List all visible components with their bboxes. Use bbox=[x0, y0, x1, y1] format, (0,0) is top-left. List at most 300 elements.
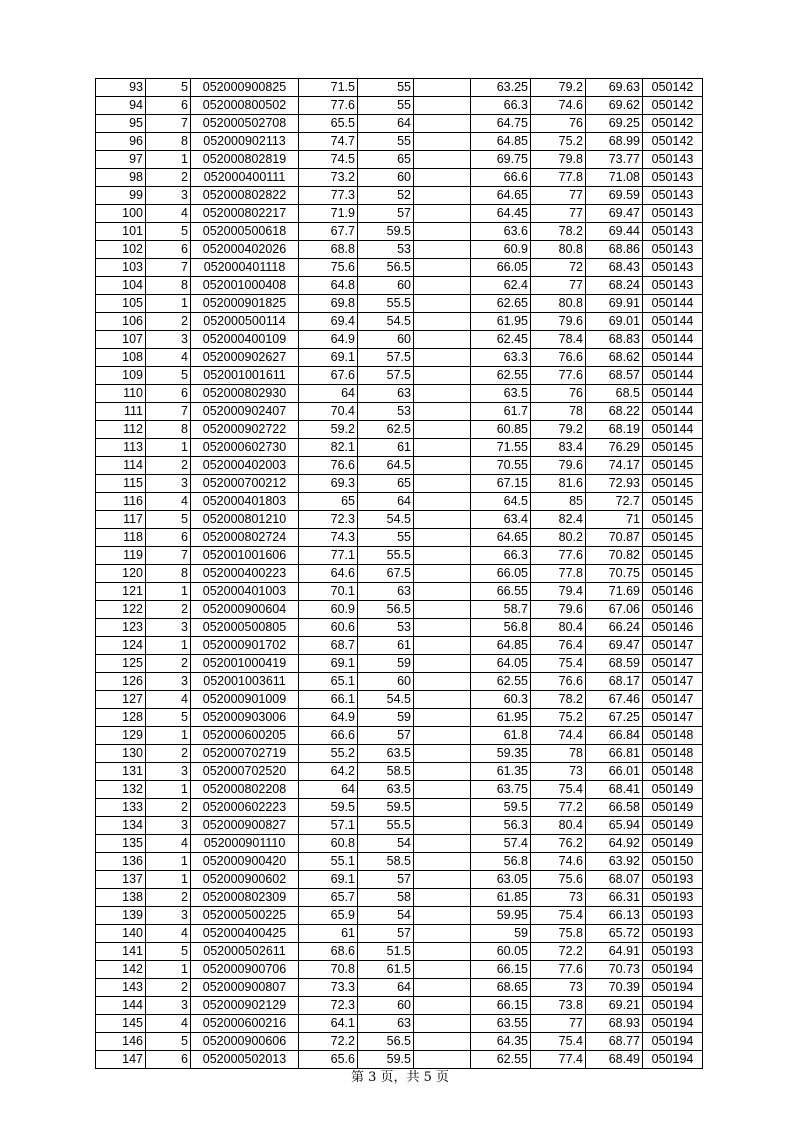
row-number-cell: 136 bbox=[96, 853, 146, 871]
final-score-cell: 68.17 bbox=[586, 673, 643, 691]
final-score-cell: 65.94 bbox=[586, 817, 643, 835]
written-score-1-cell: 68.7 bbox=[299, 637, 358, 655]
exam-id-cell: 052000900825 bbox=[191, 79, 299, 97]
final-score-cell: 69.47 bbox=[586, 637, 643, 655]
written-score-2-cell: 57.5 bbox=[358, 367, 414, 385]
written-score-1-cell: 73.3 bbox=[299, 979, 358, 997]
written-total-cell: 56.8 bbox=[471, 619, 531, 637]
position-code-cell: 050194 bbox=[643, 979, 703, 997]
table-row bbox=[96, 79, 703, 97]
interview-score-cell: 76.6 bbox=[531, 673, 586, 691]
table-row bbox=[96, 205, 703, 223]
table-row bbox=[96, 763, 703, 781]
position-code-cell: 050194 bbox=[643, 997, 703, 1015]
exam-id-cell: 052000900602 bbox=[191, 871, 299, 889]
row-number-cell: 96 bbox=[96, 133, 146, 151]
exam-id-cell: 052000401003 bbox=[191, 583, 299, 601]
position-code-cell: 050146 bbox=[643, 619, 703, 637]
written-score-2-cell: 60 bbox=[358, 169, 414, 187]
group-order-cell: 1 bbox=[146, 151, 191, 169]
written-total-cell: 62.45 bbox=[471, 331, 531, 349]
group-order-cell: 7 bbox=[146, 259, 191, 277]
interview-score-cell: 75.4 bbox=[531, 907, 586, 925]
table-row bbox=[96, 709, 703, 727]
blank-cell-cell bbox=[414, 349, 471, 367]
final-score-cell: 76.29 bbox=[586, 439, 643, 457]
exam-id-cell: 052001000408 bbox=[191, 277, 299, 295]
interview-score-cell: 79.2 bbox=[531, 421, 586, 439]
exam-id-cell: 052000902627 bbox=[191, 349, 299, 367]
position-code-cell: 050193 bbox=[643, 907, 703, 925]
exam-id-cell: 052000700212 bbox=[191, 475, 299, 493]
exam-id-cell: 052000802930 bbox=[191, 385, 299, 403]
written-total-cell: 60.3 bbox=[471, 691, 531, 709]
final-score-cell: 68.77 bbox=[586, 1033, 643, 1051]
written-total-cell: 66.15 bbox=[471, 961, 531, 979]
blank-cell-cell bbox=[414, 1015, 471, 1033]
row-number-cell: 98 bbox=[96, 169, 146, 187]
group-order-cell: 7 bbox=[146, 115, 191, 133]
blank-cell-cell bbox=[414, 187, 471, 205]
blank-cell-cell bbox=[414, 385, 471, 403]
blank-cell-cell bbox=[414, 709, 471, 727]
written-score-2-cell: 67.5 bbox=[358, 565, 414, 583]
written-score-2-cell: 65 bbox=[358, 475, 414, 493]
final-score-cell: 71.08 bbox=[586, 169, 643, 187]
group-order-cell: 6 bbox=[146, 241, 191, 259]
row-number-cell: 129 bbox=[96, 727, 146, 745]
written-score-2-cell: 55.5 bbox=[358, 817, 414, 835]
final-score-cell: 67.25 bbox=[586, 709, 643, 727]
position-code-cell: 050144 bbox=[643, 331, 703, 349]
position-code-cell: 050144 bbox=[643, 385, 703, 403]
position-code-cell: 050144 bbox=[643, 295, 703, 313]
table-row bbox=[96, 1033, 703, 1051]
group-order-cell: 4 bbox=[146, 925, 191, 943]
written-score-2-cell: 59.5 bbox=[358, 799, 414, 817]
exam-id-cell: 052000900606 bbox=[191, 1033, 299, 1051]
written-score-2-cell: 58.5 bbox=[358, 853, 414, 871]
group-order-cell: 5 bbox=[146, 709, 191, 727]
row-number-cell: 115 bbox=[96, 475, 146, 493]
table-row bbox=[96, 943, 703, 961]
group-order-cell: 3 bbox=[146, 187, 191, 205]
interview-score-cell: 74.6 bbox=[531, 97, 586, 115]
group-order-cell: 8 bbox=[146, 133, 191, 151]
written-total-cell: 64.85 bbox=[471, 133, 531, 151]
written-score-1-cell: 65.5 bbox=[299, 115, 358, 133]
exam-id-cell: 052000800502 bbox=[191, 97, 299, 115]
written-score-1-cell: 68.8 bbox=[299, 241, 358, 259]
table-row bbox=[96, 853, 703, 871]
written-total-cell: 64.35 bbox=[471, 1033, 531, 1051]
exam-id-cell: 052001001606 bbox=[191, 547, 299, 565]
row-number-cell: 145 bbox=[96, 1015, 146, 1033]
blank-cell-cell bbox=[414, 691, 471, 709]
position-code-cell: 050145 bbox=[643, 475, 703, 493]
row-number-cell: 93 bbox=[96, 79, 146, 97]
final-score-cell: 68.93 bbox=[586, 1015, 643, 1033]
written-total-cell: 62.55 bbox=[471, 1051, 531, 1069]
exam-id-cell: 052000702520 bbox=[191, 763, 299, 781]
row-number-cell: 111 bbox=[96, 403, 146, 421]
interview-score-cell: 76.6 bbox=[531, 349, 586, 367]
table-row bbox=[96, 151, 703, 169]
written-score-1-cell: 77.3 bbox=[299, 187, 358, 205]
final-score-cell: 66.31 bbox=[586, 889, 643, 907]
row-number-cell: 103 bbox=[96, 259, 146, 277]
written-score-2-cell: 57 bbox=[358, 925, 414, 943]
position-code-cell: 050193 bbox=[643, 889, 703, 907]
blank-cell-cell bbox=[414, 655, 471, 673]
table-row bbox=[96, 313, 703, 331]
position-code-cell: 050146 bbox=[643, 583, 703, 601]
written-score-1-cell: 69.4 bbox=[299, 313, 358, 331]
score-table-container bbox=[95, 78, 703, 1069]
table-row bbox=[96, 997, 703, 1015]
blank-cell-cell bbox=[414, 331, 471, 349]
written-score-2-cell: 53 bbox=[358, 241, 414, 259]
written-score-2-cell: 54 bbox=[358, 835, 414, 853]
position-code-cell: 050194 bbox=[643, 1015, 703, 1033]
blank-cell-cell bbox=[414, 529, 471, 547]
group-order-cell: 4 bbox=[146, 349, 191, 367]
blank-cell-cell bbox=[414, 781, 471, 799]
group-order-cell: 2 bbox=[146, 655, 191, 673]
written-score-1-cell: 72.3 bbox=[299, 511, 358, 529]
position-code-cell: 050144 bbox=[643, 421, 703, 439]
written-total-cell: 66.6 bbox=[471, 169, 531, 187]
blank-cell-cell bbox=[414, 223, 471, 241]
written-score-1-cell: 73.2 bbox=[299, 169, 358, 187]
final-score-cell: 64.91 bbox=[586, 943, 643, 961]
written-score-2-cell: 64 bbox=[358, 493, 414, 511]
position-code-cell: 050142 bbox=[643, 115, 703, 133]
table-row bbox=[96, 367, 703, 385]
interview-score-cell: 76.2 bbox=[531, 835, 586, 853]
position-code-cell: 050146 bbox=[643, 601, 703, 619]
table-row bbox=[96, 889, 703, 907]
interview-score-cell: 75.4 bbox=[531, 655, 586, 673]
exam-id-cell: 052000900807 bbox=[191, 979, 299, 997]
group-order-cell: 6 bbox=[146, 385, 191, 403]
table-row bbox=[96, 619, 703, 637]
written-score-2-cell: 57 bbox=[358, 871, 414, 889]
written-total-cell: 59.95 bbox=[471, 907, 531, 925]
final-score-cell: 66.24 bbox=[586, 619, 643, 637]
table-row bbox=[96, 277, 703, 295]
final-score-cell: 68.5 bbox=[586, 385, 643, 403]
blank-cell-cell bbox=[414, 1033, 471, 1051]
position-code-cell: 050194 bbox=[643, 1051, 703, 1069]
written-total-cell: 68.65 bbox=[471, 979, 531, 997]
final-score-cell: 68.19 bbox=[586, 421, 643, 439]
written-score-2-cell: 63 bbox=[358, 385, 414, 403]
blank-cell-cell bbox=[414, 241, 471, 259]
group-order-cell: 4 bbox=[146, 1015, 191, 1033]
position-code-cell: 050149 bbox=[643, 817, 703, 835]
written-score-1-cell: 82.1 bbox=[299, 439, 358, 457]
position-code-cell: 050149 bbox=[643, 799, 703, 817]
exam-id-cell: 052000401803 bbox=[191, 493, 299, 511]
table-row bbox=[96, 1015, 703, 1033]
row-number-cell: 138 bbox=[96, 889, 146, 907]
table-row bbox=[96, 565, 703, 583]
group-order-cell: 8 bbox=[146, 565, 191, 583]
written-score-1-cell: 77.1 bbox=[299, 547, 358, 565]
position-code-cell: 050144 bbox=[643, 349, 703, 367]
exam-id-cell: 052000902113 bbox=[191, 133, 299, 151]
table-row bbox=[96, 97, 703, 115]
group-order-cell: 1 bbox=[146, 727, 191, 745]
written-score-2-cell: 59 bbox=[358, 709, 414, 727]
written-score-1-cell: 74.7 bbox=[299, 133, 358, 151]
table-row bbox=[96, 475, 703, 493]
exam-id-cell: 052000902722 bbox=[191, 421, 299, 439]
table-row bbox=[96, 187, 703, 205]
blank-cell-cell bbox=[414, 943, 471, 961]
blank-cell-cell bbox=[414, 979, 471, 997]
written-score-1-cell: 60.6 bbox=[299, 619, 358, 637]
row-number-cell: 128 bbox=[96, 709, 146, 727]
written-total-cell: 64.5 bbox=[471, 493, 531, 511]
written-total-cell: 58.7 bbox=[471, 601, 531, 619]
written-score-1-cell: 69.1 bbox=[299, 871, 358, 889]
row-number-cell: 108 bbox=[96, 349, 146, 367]
interview-score-cell: 77 bbox=[531, 1015, 586, 1033]
interview-score-cell: 78.4 bbox=[531, 331, 586, 349]
interview-score-cell: 80.8 bbox=[531, 241, 586, 259]
page-footer: 第 3 页，共 5 页 bbox=[350, 1070, 450, 1085]
interview-score-cell: 74.6 bbox=[531, 853, 586, 871]
interview-score-cell: 78 bbox=[531, 403, 586, 421]
group-order-cell: 1 bbox=[146, 781, 191, 799]
group-order-cell: 8 bbox=[146, 421, 191, 439]
written-score-1-cell: 65.6 bbox=[299, 1051, 358, 1069]
written-score-2-cell: 60 bbox=[358, 673, 414, 691]
position-code-cell: 050143 bbox=[643, 277, 703, 295]
blank-cell-cell bbox=[414, 97, 471, 115]
group-order-cell: 3 bbox=[146, 331, 191, 349]
exam-id-cell: 052000602223 bbox=[191, 799, 299, 817]
interview-score-cell: 80.4 bbox=[531, 619, 586, 637]
blank-cell-cell bbox=[414, 277, 471, 295]
final-score-cell: 65.72 bbox=[586, 925, 643, 943]
blank-cell-cell bbox=[414, 169, 471, 187]
blank-cell-cell bbox=[414, 439, 471, 457]
row-number-cell: 116 bbox=[96, 493, 146, 511]
written-score-1-cell: 59.5 bbox=[299, 799, 358, 817]
written-total-cell: 62.55 bbox=[471, 673, 531, 691]
blank-cell-cell bbox=[414, 853, 471, 871]
table-row bbox=[96, 493, 703, 511]
written-total-cell: 61.35 bbox=[471, 763, 531, 781]
position-code-cell: 050145 bbox=[643, 547, 703, 565]
row-number-cell: 142 bbox=[96, 961, 146, 979]
written-score-1-cell: 72.3 bbox=[299, 997, 358, 1015]
interview-score-cell: 80.8 bbox=[531, 295, 586, 313]
position-code-cell: 050145 bbox=[643, 511, 703, 529]
table-row bbox=[96, 745, 703, 763]
written-score-1-cell: 75.6 bbox=[299, 259, 358, 277]
exam-id-cell: 052000502611 bbox=[191, 943, 299, 961]
final-score-cell: 70.39 bbox=[586, 979, 643, 997]
interview-score-cell: 75.6 bbox=[531, 871, 586, 889]
interview-score-cell: 76.4 bbox=[531, 637, 586, 655]
exam-id-cell: 052000400109 bbox=[191, 331, 299, 349]
written-score-2-cell: 60 bbox=[358, 277, 414, 295]
position-code-cell: 050147 bbox=[643, 637, 703, 655]
written-score-1-cell: 55.1 bbox=[299, 853, 358, 871]
row-number-cell: 113 bbox=[96, 439, 146, 457]
group-order-cell: 2 bbox=[146, 889, 191, 907]
exam-id-cell: 052000502708 bbox=[191, 115, 299, 133]
written-total-cell: 66.15 bbox=[471, 997, 531, 1015]
written-score-1-cell: 64.2 bbox=[299, 763, 358, 781]
written-score-1-cell: 57.1 bbox=[299, 817, 358, 835]
final-score-cell: 69.21 bbox=[586, 997, 643, 1015]
blank-cell-cell bbox=[414, 133, 471, 151]
written-score-1-cell: 70.1 bbox=[299, 583, 358, 601]
interview-score-cell: 79.8 bbox=[531, 151, 586, 169]
row-number-cell: 123 bbox=[96, 619, 146, 637]
written-total-cell: 63.25 bbox=[471, 79, 531, 97]
group-order-cell: 4 bbox=[146, 691, 191, 709]
written-total-cell: 64.65 bbox=[471, 529, 531, 547]
blank-cell-cell bbox=[414, 835, 471, 853]
blank-cell-cell bbox=[414, 727, 471, 745]
written-total-cell: 66.05 bbox=[471, 565, 531, 583]
table-row bbox=[96, 961, 703, 979]
exam-id-cell: 052000900604 bbox=[191, 601, 299, 619]
row-number-cell: 147 bbox=[96, 1051, 146, 1069]
row-number-cell: 146 bbox=[96, 1033, 146, 1051]
group-order-cell: 5 bbox=[146, 1033, 191, 1051]
written-score-1-cell: 65.1 bbox=[299, 673, 358, 691]
written-score-2-cell: 56.5 bbox=[358, 601, 414, 619]
exam-id-cell: 052001003611 bbox=[191, 673, 299, 691]
row-number-cell: 125 bbox=[96, 655, 146, 673]
final-score-cell: 69.63 bbox=[586, 79, 643, 97]
table-body bbox=[96, 79, 703, 1069]
table-row bbox=[96, 727, 703, 745]
written-score-2-cell: 60 bbox=[358, 997, 414, 1015]
group-order-cell: 4 bbox=[146, 205, 191, 223]
written-total-cell: 60.9 bbox=[471, 241, 531, 259]
written-score-2-cell: 58 bbox=[358, 889, 414, 907]
final-score-cell: 66.13 bbox=[586, 907, 643, 925]
interview-score-cell: 79.6 bbox=[531, 457, 586, 475]
written-score-1-cell: 70.8 bbox=[299, 961, 358, 979]
final-score-cell: 68.86 bbox=[586, 241, 643, 259]
blank-cell-cell bbox=[414, 871, 471, 889]
position-code-cell: 050147 bbox=[643, 655, 703, 673]
exam-id-cell: 052000902129 bbox=[191, 997, 299, 1015]
table-row bbox=[96, 529, 703, 547]
written-total-cell: 64.65 bbox=[471, 187, 531, 205]
final-score-cell: 70.73 bbox=[586, 961, 643, 979]
written-score-2-cell: 63 bbox=[358, 1015, 414, 1033]
written-total-cell: 61.95 bbox=[471, 709, 531, 727]
table-row bbox=[96, 439, 703, 457]
final-score-cell: 68.59 bbox=[586, 655, 643, 673]
interview-score-cell: 75.2 bbox=[531, 133, 586, 151]
group-order-cell: 4 bbox=[146, 493, 191, 511]
interview-score-cell: 79.2 bbox=[531, 79, 586, 97]
written-score-2-cell: 53 bbox=[358, 403, 414, 421]
table-row bbox=[96, 511, 703, 529]
interview-score-cell: 80.4 bbox=[531, 817, 586, 835]
position-code-cell: 050143 bbox=[643, 205, 703, 223]
written-score-1-cell: 64.9 bbox=[299, 709, 358, 727]
final-score-cell: 72.7 bbox=[586, 493, 643, 511]
written-score-1-cell: 67.6 bbox=[299, 367, 358, 385]
position-code-cell: 050150 bbox=[643, 853, 703, 871]
table-row bbox=[96, 547, 703, 565]
exam-id-cell: 052000400223 bbox=[191, 565, 299, 583]
written-score-2-cell: 57.5 bbox=[358, 349, 414, 367]
position-code-cell: 050145 bbox=[643, 529, 703, 547]
final-score-cell: 70.82 bbox=[586, 547, 643, 565]
row-number-cell: 106 bbox=[96, 313, 146, 331]
interview-score-cell: 77.8 bbox=[531, 565, 586, 583]
group-order-cell: 6 bbox=[146, 97, 191, 115]
table-row bbox=[96, 691, 703, 709]
final-score-cell: 73.77 bbox=[586, 151, 643, 169]
written-score-1-cell: 65 bbox=[299, 493, 358, 511]
blank-cell-cell bbox=[414, 259, 471, 277]
group-order-cell: 2 bbox=[146, 979, 191, 997]
interview-score-cell: 75.8 bbox=[531, 925, 586, 943]
row-number-cell: 135 bbox=[96, 835, 146, 853]
final-score-cell: 72.93 bbox=[586, 475, 643, 493]
exam-id-cell: 052000500114 bbox=[191, 313, 299, 331]
interview-score-cell: 78 bbox=[531, 745, 586, 763]
final-score-cell: 69.59 bbox=[586, 187, 643, 205]
blank-cell-cell bbox=[414, 925, 471, 943]
written-total-cell: 62.65 bbox=[471, 295, 531, 313]
written-score-1-cell: 64.6 bbox=[299, 565, 358, 583]
position-code-cell: 050193 bbox=[643, 925, 703, 943]
written-score-2-cell: 56.5 bbox=[358, 1033, 414, 1051]
interview-score-cell: 73 bbox=[531, 763, 586, 781]
interview-score-cell: 73 bbox=[531, 979, 586, 997]
interview-score-cell: 77 bbox=[531, 277, 586, 295]
position-code-cell: 050144 bbox=[643, 367, 703, 385]
position-code-cell: 050145 bbox=[643, 493, 703, 511]
position-code-cell: 050145 bbox=[643, 457, 703, 475]
written-score-1-cell: 77.6 bbox=[299, 97, 358, 115]
row-number-cell: 109 bbox=[96, 367, 146, 385]
exam-id-cell: 052000500805 bbox=[191, 619, 299, 637]
row-number-cell: 143 bbox=[96, 979, 146, 997]
interview-score-cell: 75.4 bbox=[531, 781, 586, 799]
interview-score-cell: 76 bbox=[531, 115, 586, 133]
position-code-cell: 050148 bbox=[643, 727, 703, 745]
written-score-1-cell: 65.9 bbox=[299, 907, 358, 925]
final-score-cell: 71.69 bbox=[586, 583, 643, 601]
final-score-cell: 68.49 bbox=[586, 1051, 643, 1069]
exam-id-cell: 052000802309 bbox=[191, 889, 299, 907]
blank-cell-cell bbox=[414, 745, 471, 763]
exam-id-cell: 052000802724 bbox=[191, 529, 299, 547]
written-total-cell: 66.3 bbox=[471, 547, 531, 565]
table-row bbox=[96, 583, 703, 601]
written-total-cell: 60.05 bbox=[471, 943, 531, 961]
row-number-cell: 122 bbox=[96, 601, 146, 619]
position-code-cell: 050142 bbox=[643, 133, 703, 151]
interview-score-cell: 83.4 bbox=[531, 439, 586, 457]
